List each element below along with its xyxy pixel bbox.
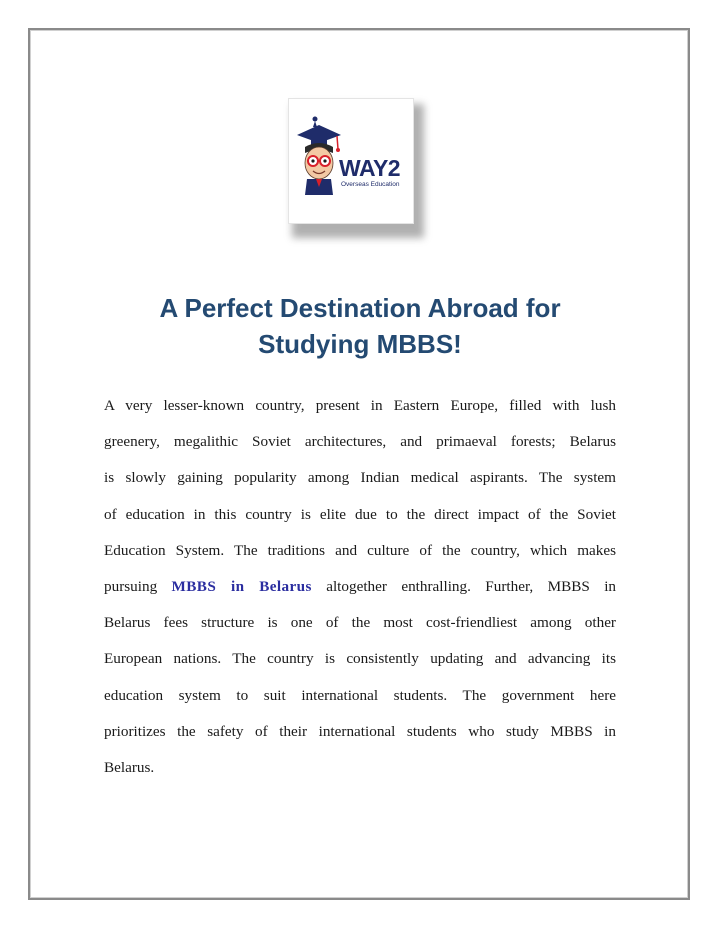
paragraph-line: A very lesser-known country, present in Eastern Europe, filled with lush — [104, 397, 616, 414]
logo — [288, 98, 414, 224]
body-paragraph — [104, 388, 616, 786]
paragraph-line-with-link — [104, 569, 616, 605]
paragraph-line: education system to suit international students. The government here — [104, 686, 616, 704]
mbbs-in-belarus-link[interactable]: MBBS in Belarus — [171, 577, 312, 595]
paragraph-line: Belarus. — [104, 758, 155, 776]
paragraph-line: European nations. The country is consistently updating and advancing its — [104, 650, 616, 668]
logo-brand-text: WAY2 — [339, 155, 401, 181]
paragraph-line: Belarus fees structure is one of the most cost-friendliest among other — [104, 614, 616, 632]
paragraph-line: is slowly gaining popularity among Indian medical aspirants. The system — [104, 469, 616, 487]
paragraph-line: greenery, megalithic Soviet architectures, and primaeval forests; Belarus — [104, 433, 616, 451]
paragraph-text: altogether enthralling. Further, MBBS in — [326, 577, 616, 595]
logo-tagline: Overseas Education — [341, 181, 400, 188]
paragraph-line: of education in this country is elite due to the direct impact of the Soviet — [104, 505, 616, 523]
title-line: A Perfect Destination Abroad for — [159, 293, 561, 323]
paragraph-text: pursuing — [104, 577, 158, 595]
paragraph-line: prioritizes the safety of their international students who study MBBS in — [104, 722, 616, 740]
paragraph-line: Education System. The traditions and culture of the country, which makes — [104, 541, 616, 559]
title-line: Studying MBBS! — [258, 329, 462, 359]
page-title — [80, 290, 640, 362]
